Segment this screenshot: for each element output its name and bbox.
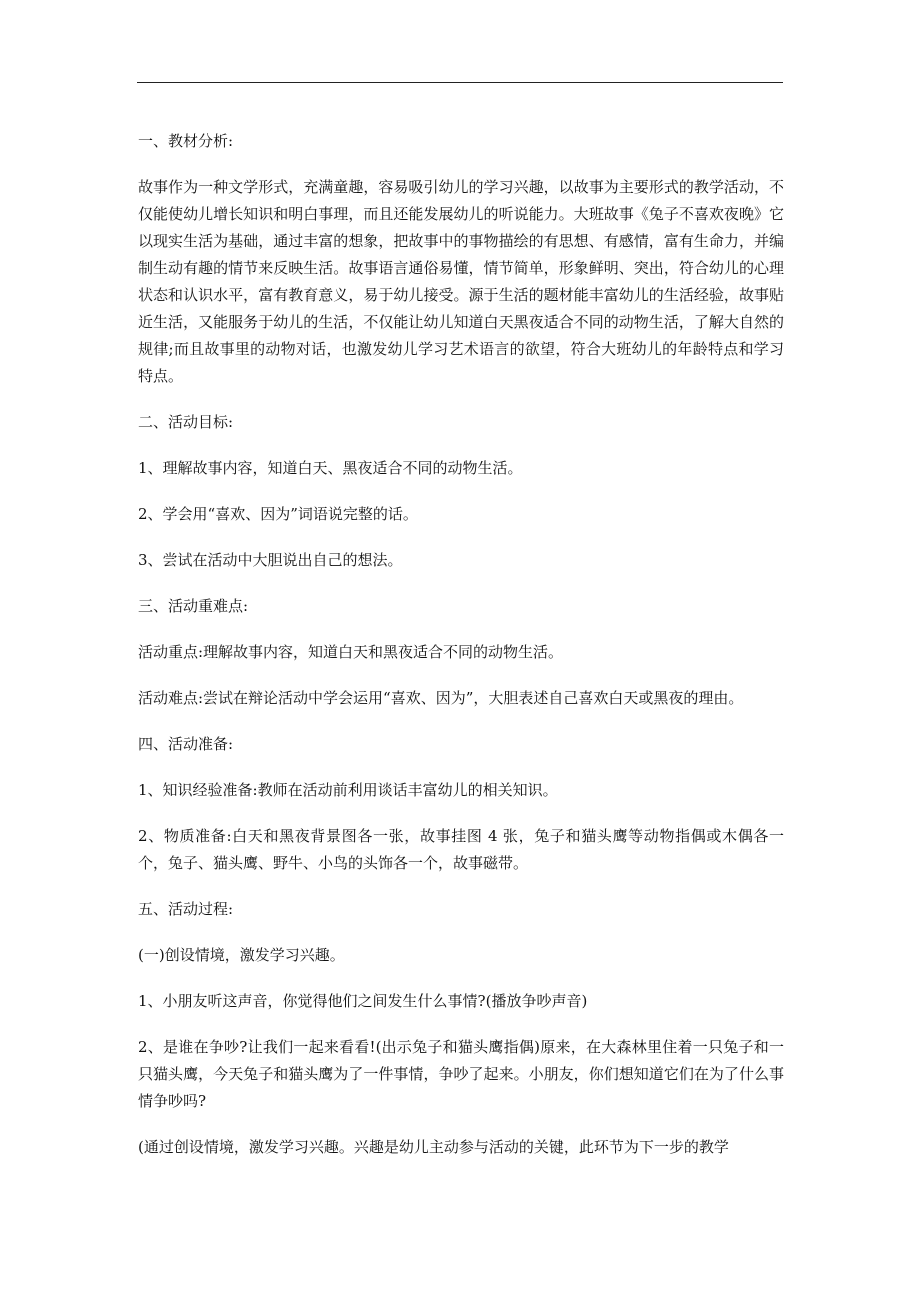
document-body	[138, 128, 784, 1180]
difficult-point: 活动难点:尝试在辩论活动中学会运用“喜欢、因为”，大胆表述自己喜欢白天或黑夜的理由。	[138, 689, 744, 707]
section-heading-analysis: 一、教材分析:	[138, 132, 234, 150]
section-heading-key-points: 三、活动重难点:	[138, 597, 249, 615]
section-heading-preparation: 四、活动准备:	[138, 735, 234, 753]
goal-item-3: 3、尝试在活动中大胆说出自己的想法。	[138, 551, 403, 569]
goal-item-1: 1、理解故事内容，知道白天、黑夜适合不同的动物生活。	[138, 459, 523, 477]
goal-item-2: 2、学会用“喜欢、因为”词语说完整的话。	[138, 505, 418, 523]
section-heading-goals: 二、活动目标:	[138, 413, 234, 431]
process-step-2: 2、是谁在争吵?让我们一起来看看!(出示兔子和猫头鹰指偶)原来，在大森林里住着一只兔子和一只猫头鹰，今天兔子和猫头鹰为了一件事情，争吵了起来。小朋友，你们想知道它们在为了什么事情争吵吗?	[138, 1038, 784, 1110]
process-step-intro: (一)创设情境，激发学习兴趣。	[138, 946, 345, 964]
section-heading-process: 五、活动过程:	[138, 900, 234, 918]
key-point: 活动重点:理解故事内容，知道白天和黑夜适合不同的动物生活。	[138, 643, 564, 661]
process-step-1: 1、小朋友听这声音，你觉得他们之间发生什么事情?(播放争吵声音)	[138, 992, 588, 1010]
prep-item-2: 2、物质准备:白天和黑夜背景图各一张，故事挂图 4 张，兔子和猫头鹰等动物指偶或木偶各一个，兔子、猫头鹰、野牛、小鸟的头饰各一个，故事磁带。	[138, 827, 784, 872]
process-note: (通过创设情境，激发学习兴趣。兴趣是幼儿主动参与活动的关键，此环节为下一步的教学	[138, 1138, 729, 1156]
paragraph-analysis: 故事作为一种文学形式，充满童趣，容易吸引幼儿的学习兴趣，以故事为主要形式的教学活动，不仅能使幼儿增长知识和明白事理，而且还能发展幼儿的听说能力。大班故事《兔子不喜欢夜晚》它以现实生活为基础，通过丰富的想象，把故事中的事物描绘的有思想、有感情，富有生命力，并编制生动有趣的情节来反映生活。故事语言通俗易懂，情节简单，形象鲜明、突出，符合幼儿的心理状态和认识水平，富有教育意义，易于幼儿接受。源于生活的题材能丰富幼儿的生活经验，故事贴近生活，又能服务于幼儿的生活，不仅能让幼儿知道白天黑夜适合不同的动物生活，了解大自然的规律;而且故事里的动物对话，也激发幼儿学习艺术语言的欲望，符合大班幼儿的年龄特点和学习特点。	[138, 178, 784, 385]
header-rule	[137, 82, 783, 83]
prep-item-1: 1、知识经验准备:教师在活动前利用谈话丰富幼儿的相关知识。	[138, 781, 558, 799]
